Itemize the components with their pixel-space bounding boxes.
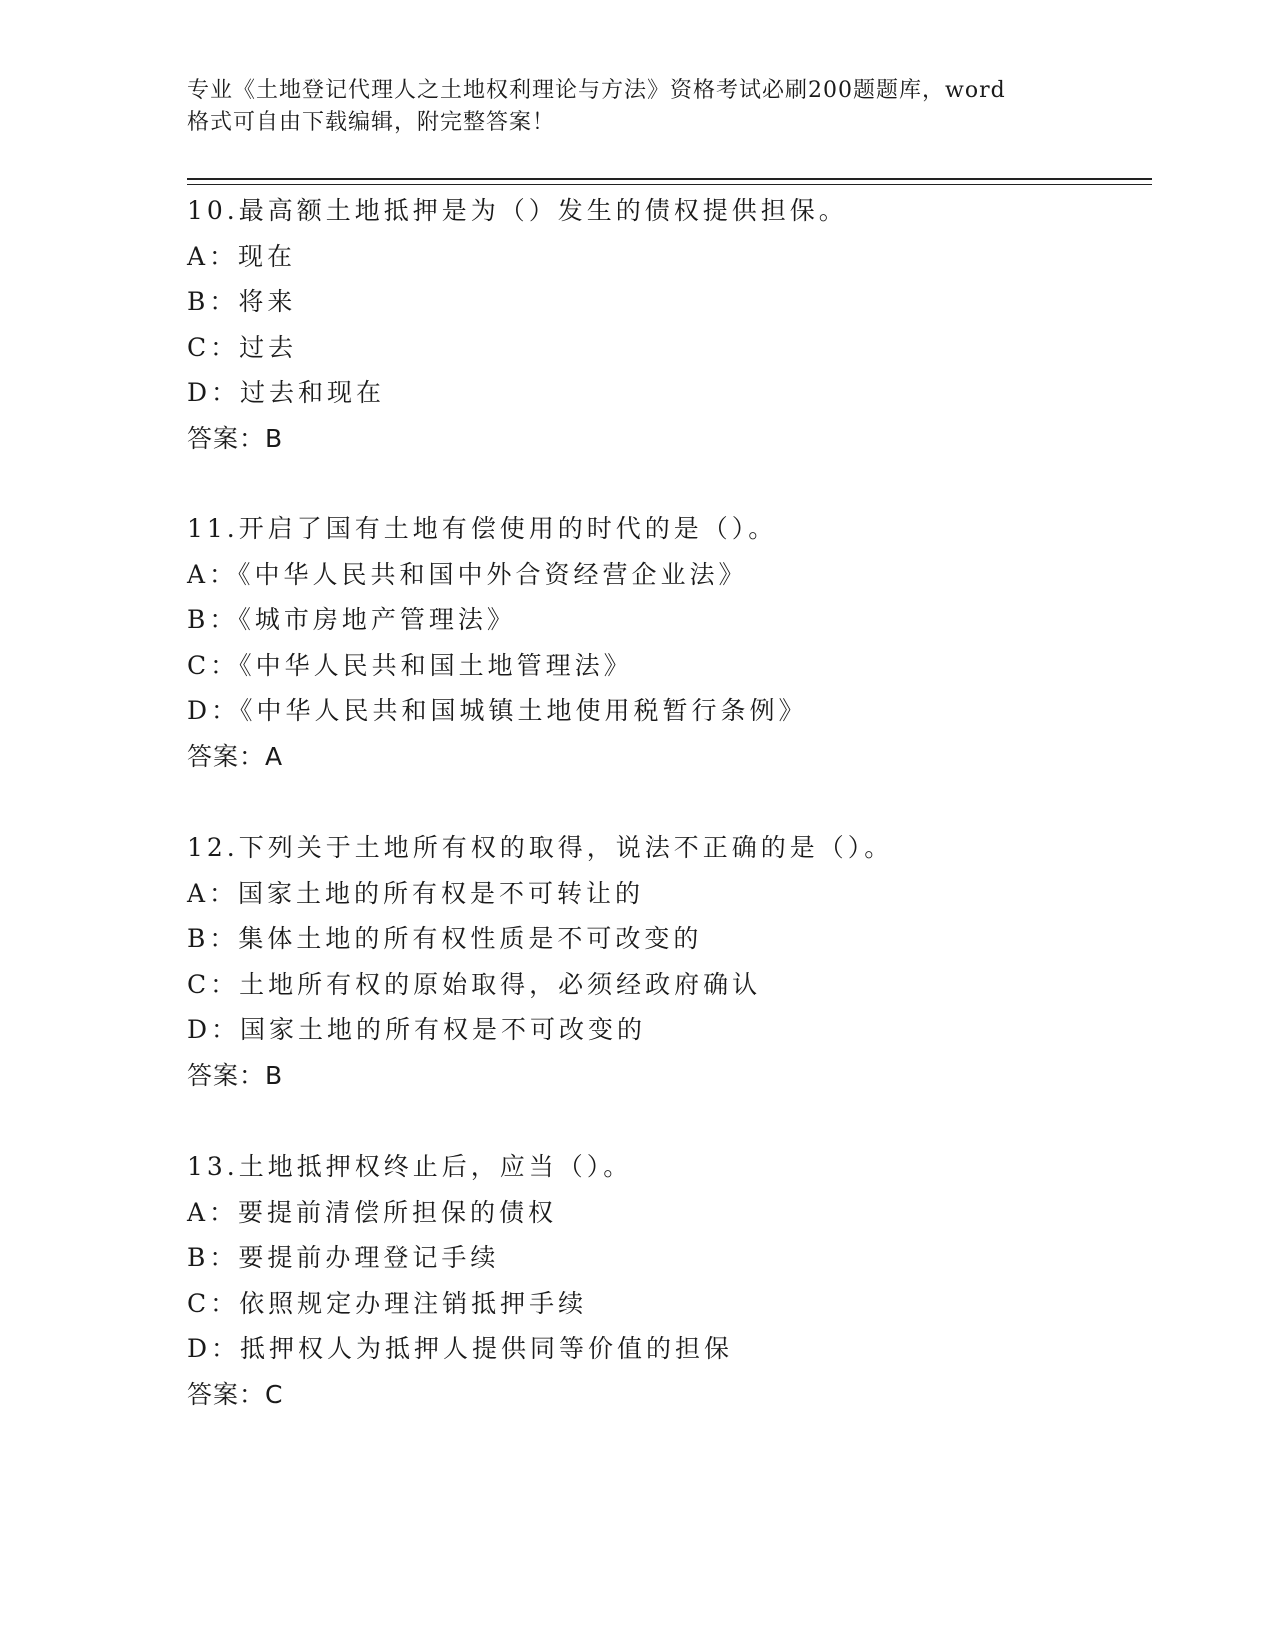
header-line-1: 专业《土地登记代理人之土地权利理论与方法》资格考试必刷200题题库，word	[187, 78, 1006, 103]
option-c: C：《中华人民共和国土地管理法》	[187, 650, 633, 680]
option-b: B：要提前办理登记手续	[187, 1243, 500, 1272]
option-a: A：要提前清偿所担保的债权	[187, 1197, 558, 1227]
question-10	[187, 188, 1147, 461]
answer-line: 答案：C	[187, 1379, 284, 1409]
question-12	[187, 825, 1147, 1098]
header-divider-thick	[187, 178, 1152, 180]
header-divider-thin	[187, 184, 1152, 185]
answer-line: 答案：A	[187, 741, 284, 771]
question-stem: 13.土地抵押权终止后，应当（）。	[187, 1152, 633, 1181]
option-a: A：现在	[187, 241, 297, 271]
option-d: D：国家土地的所有权是不可改变的	[187, 1015, 647, 1044]
answer-line: 答案：B	[187, 423, 284, 453]
answer-line: 答案：B	[187, 1060, 284, 1090]
option-d: D：《中华人民共和国城镇土地使用税暂行条例》	[187, 696, 808, 725]
question-11	[187, 506, 1147, 779]
option-d: D：过去和现在	[187, 378, 386, 407]
header-line-2: 格式可自由下载编辑，附完整答案！	[187, 110, 556, 135]
question-stem: 11.开启了国有土地有偿使用的时代的是（）。	[187, 514, 778, 543]
option-a: A：国家土地的所有权是不可转让的	[187, 878, 645, 908]
document-header	[187, 75, 1067, 139]
option-b: B：集体土地的所有权性质是不可改变的	[187, 924, 703, 953]
option-c: C：土地所有权的原始取得，必须经政府确认	[187, 969, 762, 999]
option-c: C：依照规定办理注销抵押手续	[187, 1288, 588, 1318]
option-a: A：《中华人民共和国中外合资经营企业法》	[187, 559, 748, 589]
option-b: B：《城市房地产管理法》	[187, 605, 516, 634]
option-d: D：抵押权人为抵押人提供同等价值的担保	[187, 1334, 734, 1363]
question-13	[187, 1144, 1147, 1417]
question-stem: 10.最高额土地抵押是为（）发生的债权提供担保。	[187, 196, 848, 225]
option-b: B：将来	[187, 287, 297, 316]
option-c: C：过去	[187, 332, 298, 362]
question-stem: 12.下列关于土地所有权的取得，说法不正确的是（）。	[187, 833, 894, 862]
